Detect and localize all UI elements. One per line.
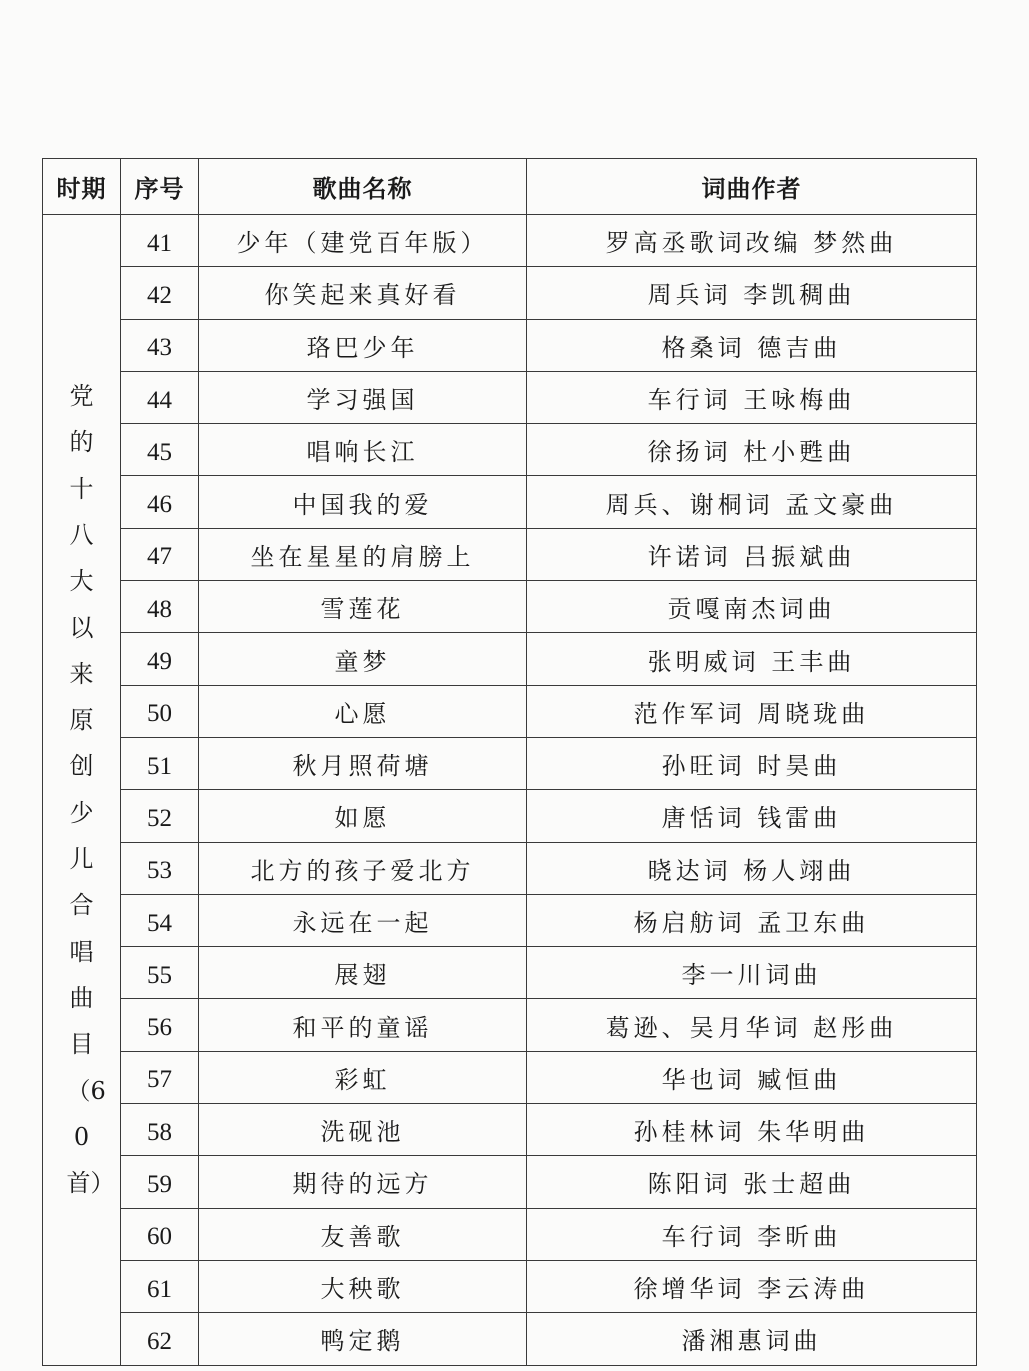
table-row bbox=[43, 737, 977, 789]
row-author: 张明威词 王丰曲 bbox=[527, 633, 977, 685]
row-author: 周兵词 李凯稠曲 bbox=[527, 267, 977, 319]
row-number: 55 bbox=[121, 947, 199, 999]
row-author: 李一川词曲 bbox=[527, 947, 977, 999]
table-row bbox=[43, 842, 977, 894]
row-title: 坐在星星的肩膀上 bbox=[199, 528, 527, 580]
row-title: 期待的远方 bbox=[199, 1156, 527, 1208]
row-number: 43 bbox=[121, 319, 199, 371]
row-author: 徐增华词 李云涛曲 bbox=[527, 1260, 977, 1312]
row-number: 54 bbox=[121, 894, 199, 946]
table-row bbox=[43, 371, 977, 423]
row-author: 徐扬词 杜小甦曲 bbox=[527, 424, 977, 476]
table-row bbox=[43, 894, 977, 946]
row-title: 心愿 bbox=[199, 685, 527, 737]
row-title: 雪莲花 bbox=[199, 581, 527, 633]
row-author: 华也词 臧恒曲 bbox=[527, 1051, 977, 1103]
header-title: 歌曲名称 bbox=[199, 159, 527, 215]
row-number: 45 bbox=[121, 424, 199, 476]
row-author: 许诺词 吕振斌曲 bbox=[527, 528, 977, 580]
table-row bbox=[43, 947, 977, 999]
row-author: 杨启舫词 孟卫东曲 bbox=[527, 894, 977, 946]
table-row bbox=[43, 1156, 977, 1208]
row-title: 大秧歌 bbox=[199, 1260, 527, 1312]
row-title: 北方的孩子爱北方 bbox=[199, 842, 527, 894]
row-title: 展翅 bbox=[199, 947, 527, 999]
row-number: 62 bbox=[121, 1313, 199, 1365]
header-author: 词曲作者 bbox=[527, 159, 977, 215]
table-row bbox=[43, 319, 977, 371]
row-number: 50 bbox=[121, 685, 199, 737]
row-number: 51 bbox=[121, 737, 199, 789]
row-number: 46 bbox=[121, 476, 199, 528]
row-title: 学习强国 bbox=[199, 371, 527, 423]
table-row bbox=[43, 1051, 977, 1103]
table-row bbox=[43, 633, 977, 685]
table-row bbox=[43, 476, 977, 528]
row-number: 53 bbox=[121, 842, 199, 894]
row-author: 陈阳词 张士超曲 bbox=[527, 1156, 977, 1208]
row-number: 59 bbox=[121, 1156, 199, 1208]
table-row bbox=[43, 685, 977, 737]
row-title: 珞巴少年 bbox=[199, 319, 527, 371]
row-number: 58 bbox=[121, 1104, 199, 1156]
table-row bbox=[43, 215, 977, 267]
table-row bbox=[43, 1208, 977, 1260]
table-row bbox=[43, 1313, 977, 1365]
header-number: 序号 bbox=[121, 159, 199, 215]
row-author: 晓达词 杨人翊曲 bbox=[527, 842, 977, 894]
row-author: 孙桂林词 朱华明曲 bbox=[527, 1104, 977, 1156]
row-author: 孙旺词 时昊曲 bbox=[527, 737, 977, 789]
table-row bbox=[43, 1104, 977, 1156]
row-number: 56 bbox=[121, 999, 199, 1051]
row-author: 格桑词 德吉曲 bbox=[527, 319, 977, 371]
row-title: 你笑起来真好看 bbox=[199, 267, 527, 319]
row-title: 彩虹 bbox=[199, 1051, 527, 1103]
table-row bbox=[43, 1260, 977, 1312]
row-number: 48 bbox=[121, 581, 199, 633]
table-row bbox=[43, 528, 977, 580]
row-number: 52 bbox=[121, 790, 199, 842]
row-number: 42 bbox=[121, 267, 199, 319]
row-title: 唱响长江 bbox=[199, 424, 527, 476]
row-title: 秋月照荷塘 bbox=[199, 737, 527, 789]
row-author: 葛逊、吴月华词 赵彤曲 bbox=[527, 999, 977, 1051]
row-author: 周兵、谢桐词 孟文豪曲 bbox=[527, 476, 977, 528]
row-author: 罗高丞歌词改编 梦然曲 bbox=[527, 215, 977, 267]
row-number: 61 bbox=[121, 1260, 199, 1312]
row-title: 友善歌 bbox=[199, 1208, 527, 1260]
period-label: 党的十八大以来原创少儿合唱曲目（60首） bbox=[66, 382, 115, 1198]
row-number: 49 bbox=[121, 633, 199, 685]
row-number: 57 bbox=[121, 1051, 199, 1103]
table-row bbox=[43, 424, 977, 476]
header-period: 时期 bbox=[43, 159, 121, 215]
table-header-row bbox=[43, 159, 977, 215]
table-row bbox=[43, 267, 977, 319]
song-table bbox=[42, 158, 977, 1366]
row-title: 少年（建党百年版） bbox=[199, 215, 527, 267]
table-row bbox=[43, 790, 977, 842]
row-number: 41 bbox=[121, 215, 199, 267]
row-author: 唐恬词 钱雷曲 bbox=[527, 790, 977, 842]
row-author: 车行词 李昕曲 bbox=[527, 1208, 977, 1260]
row-author: 潘湘惠词曲 bbox=[527, 1313, 977, 1365]
row-title: 童梦 bbox=[199, 633, 527, 685]
row-author: 范作军词 周晓珑曲 bbox=[527, 685, 977, 737]
row-author: 车行词 王咏梅曲 bbox=[527, 371, 977, 423]
row-title: 中国我的爱 bbox=[199, 476, 527, 528]
table-row bbox=[43, 581, 977, 633]
row-author: 贡嘎南杰词曲 bbox=[527, 581, 977, 633]
row-title: 鸭定鹅 bbox=[199, 1313, 527, 1365]
period-cell bbox=[43, 215, 121, 1366]
row-title: 永远在一起 bbox=[199, 894, 527, 946]
row-number: 60 bbox=[121, 1208, 199, 1260]
table-body bbox=[43, 215, 977, 1366]
row-title: 和平的童谣 bbox=[199, 999, 527, 1051]
row-title: 洗砚池 bbox=[199, 1104, 527, 1156]
table-row bbox=[43, 999, 977, 1051]
row-number: 44 bbox=[121, 371, 199, 423]
row-number: 47 bbox=[121, 528, 199, 580]
row-title: 如愿 bbox=[199, 790, 527, 842]
